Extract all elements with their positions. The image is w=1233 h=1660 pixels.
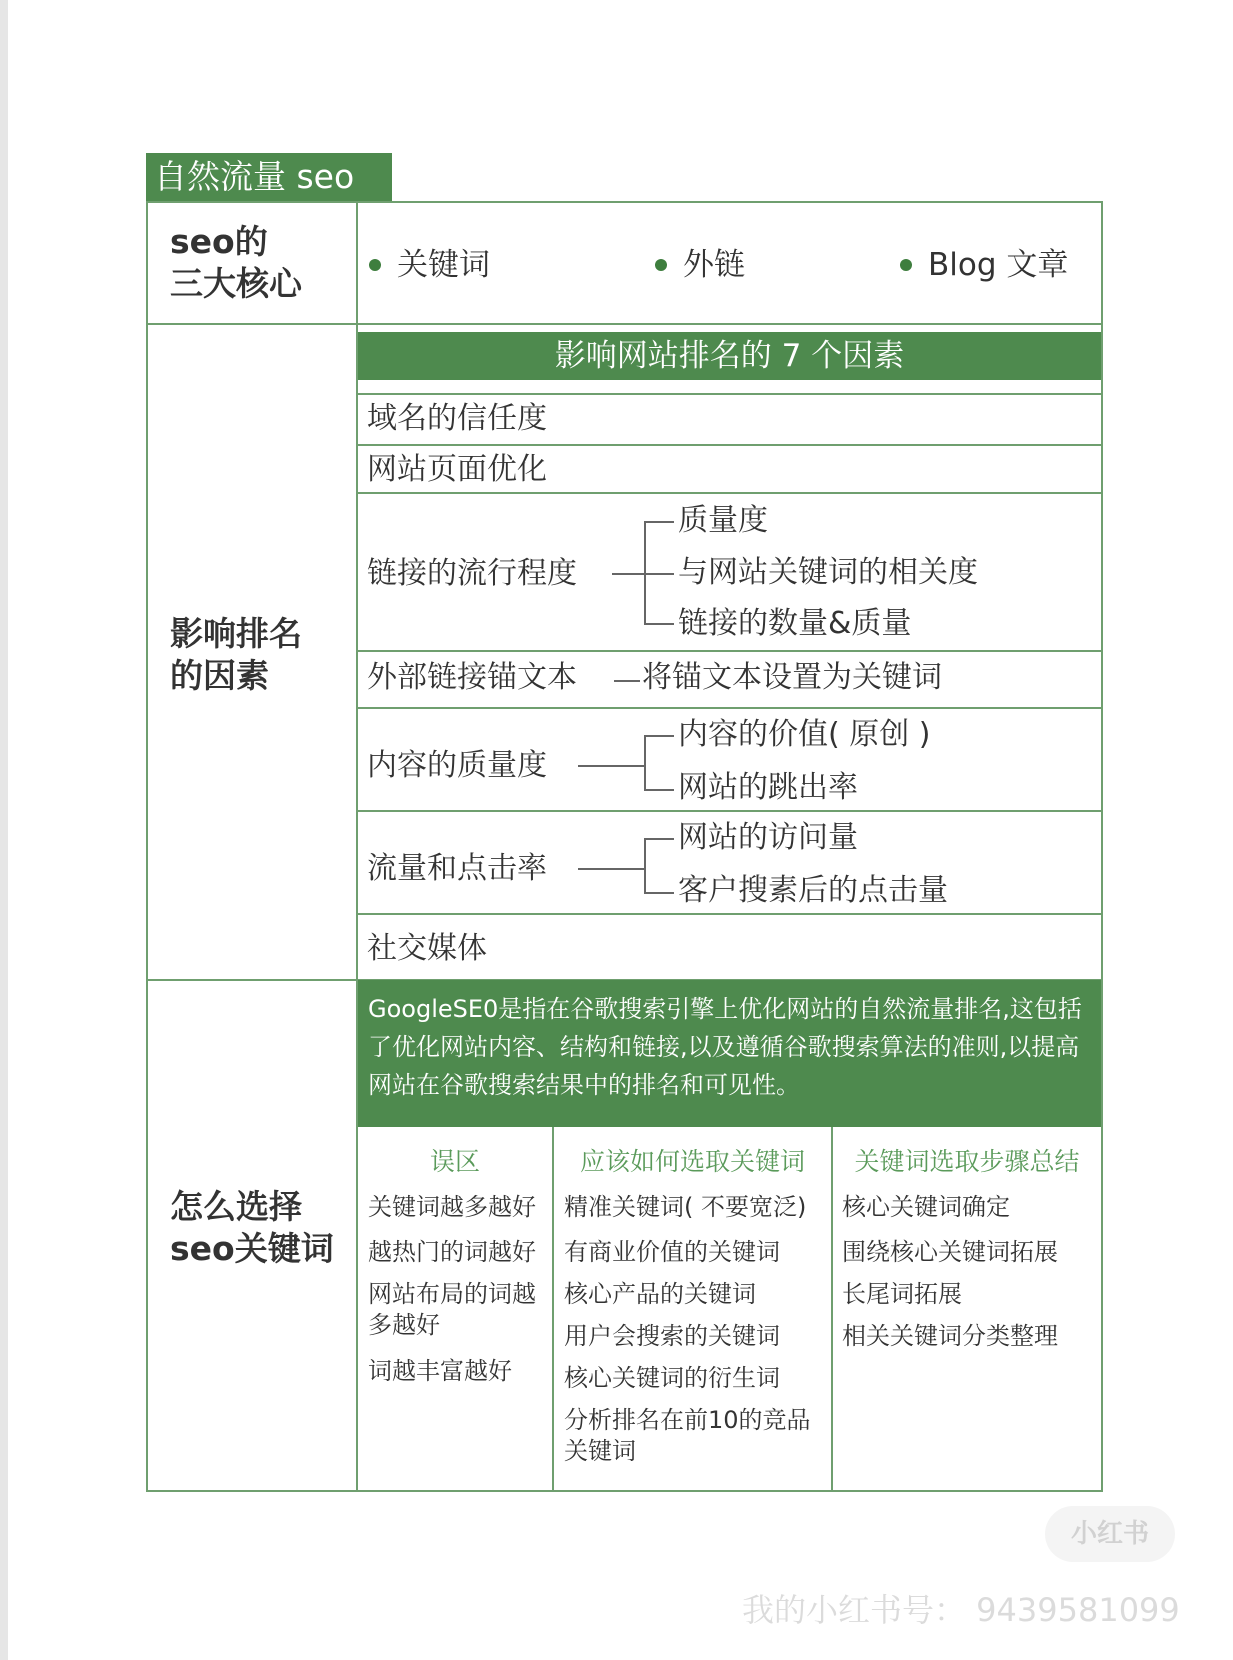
keywords-row-label bbox=[170, 1186, 334, 1270]
factor-anchor-text: 外部链接锚文本 bbox=[367, 660, 577, 695]
choose-item: 有商业价值的关键词 bbox=[564, 1238, 780, 1266]
watermark-badge: 小红书 bbox=[1045, 1506, 1175, 1562]
step-item: 相关关键词分类整理 bbox=[842, 1322, 1058, 1350]
page-edge bbox=[0, 0, 8, 1660]
bullet-icon bbox=[900, 259, 912, 271]
core-item-keywords: 关键词 bbox=[397, 247, 490, 283]
factor-divider bbox=[358, 913, 1101, 915]
factor-link-popularity: 链接的流行程度 bbox=[367, 556, 577, 591]
bracket-arm bbox=[644, 892, 674, 894]
column-divider bbox=[831, 1127, 833, 1492]
traffic-sub-clicks: 客户搜素后的点击量 bbox=[678, 873, 948, 908]
factor-traffic-ctr: 流量和点击率 bbox=[367, 851, 547, 886]
factor-page-optimization: 网站页面优化 bbox=[367, 452, 547, 487]
bracket-arm bbox=[644, 789, 674, 791]
factors-label-line2: 的因素 bbox=[170, 656, 269, 695]
link-sub-quantity: 链接的数量&质量 bbox=[678, 606, 912, 641]
factors-header: 影响网站排名的 7 个因素 bbox=[358, 332, 1101, 380]
column-title-mistakes: 误区 bbox=[429, 1147, 480, 1176]
factor-divider bbox=[358, 393, 1101, 395]
watermark-text: 我的小红书号： 9439581099 bbox=[742, 1591, 1180, 1629]
link-sub-quality: 质量度 bbox=[678, 503, 768, 538]
step-item: 核心关键词确定 bbox=[842, 1193, 1010, 1221]
bracket-arm bbox=[644, 735, 674, 737]
google-seo-description: GoogleSE0是指在谷歌搜索引擎上优化网站的自然流量排名,这包括了优化网站内容、结构和链接,以及遵循谷歌搜索算法的准则,以提高网站在谷歌搜索结果中的排名和可见性。 bbox=[358, 980, 1101, 1127]
factor-divider bbox=[358, 650, 1101, 652]
bracket-connector bbox=[578, 765, 644, 767]
column-divider bbox=[552, 1127, 554, 1492]
factor-divider bbox=[358, 707, 1101, 709]
traffic-sub-visits: 网站的访问量 bbox=[678, 820, 858, 855]
bracket-spine bbox=[644, 735, 646, 791]
mistake-item: 越热门的词越好 bbox=[368, 1238, 536, 1266]
choose-item: 核心产品的关键词 bbox=[564, 1280, 756, 1308]
choose-item: 精准关键词( 不要宽泛) bbox=[564, 1193, 807, 1221]
keywords-label-line1: 怎么选择 bbox=[170, 1187, 302, 1226]
factor-content-quality: 内容的质量度 bbox=[367, 748, 547, 783]
column-title-how-to-choose: 应该如何选取关键词 bbox=[579, 1147, 805, 1176]
factors-row-label bbox=[170, 613, 302, 697]
factor-social-media: 社交媒体 bbox=[367, 931, 487, 966]
mistake-item: 词越丰富越好 bbox=[368, 1357, 512, 1385]
bullet-icon bbox=[655, 259, 667, 271]
factor-divider bbox=[358, 492, 1101, 494]
bracket-arm bbox=[644, 623, 674, 625]
column-title-steps: 关键词选取步骤总结 bbox=[854, 1147, 1080, 1176]
step-item: 长尾词拓展 bbox=[842, 1280, 962, 1308]
core-label-line2: 三大核心 bbox=[170, 264, 302, 303]
core-item-backlinks: 外链 bbox=[683, 247, 745, 283]
factor-divider bbox=[358, 444, 1101, 446]
bracket-arm bbox=[644, 573, 674, 575]
core-row-label bbox=[170, 221, 302, 305]
factor-divider bbox=[358, 810, 1101, 812]
link-sub-relevance: 与网站关键词的相关度 bbox=[678, 555, 978, 590]
choose-item: 核心关键词的衍生词 bbox=[564, 1364, 780, 1392]
content-sub-bounce-rate: 网站的跳出率 bbox=[678, 770, 858, 805]
bracket-connector bbox=[612, 573, 644, 575]
mistake-item: 关键词越多越好 bbox=[368, 1193, 536, 1221]
row-divider-core bbox=[146, 323, 1103, 325]
anchor-sub-keyword: 将锚文本设置为关键词 bbox=[642, 660, 942, 695]
factor-domain-trust: 域名的信任度 bbox=[367, 401, 547, 436]
factors-label-line1: 影响排名 bbox=[170, 614, 302, 653]
core-label-line1: seo的 bbox=[170, 222, 268, 261]
page-title: 自然流量 seo bbox=[146, 153, 392, 201]
mistake-item: 网站布局的词越多越好 bbox=[368, 1280, 536, 1339]
bracket-spine bbox=[644, 838, 646, 894]
bracket-arm bbox=[644, 838, 674, 840]
bracket-arm bbox=[644, 521, 674, 523]
content-sub-originality: 内容的价值( 原创 ) bbox=[678, 717, 931, 752]
keywords-label-line2: seo关键词 bbox=[170, 1229, 334, 1268]
core-item-blog: Blog 文章 bbox=[928, 247, 1069, 283]
choose-item: 分析排名在前10的竞品关键词 bbox=[564, 1406, 811, 1465]
step-item: 围绕核心关键词拓展 bbox=[842, 1238, 1058, 1266]
bracket-connector bbox=[578, 868, 644, 870]
bullet-icon bbox=[369, 259, 381, 271]
dash-connector bbox=[614, 680, 640, 682]
choose-item: 用户会搜索的关键词 bbox=[564, 1322, 780, 1350]
